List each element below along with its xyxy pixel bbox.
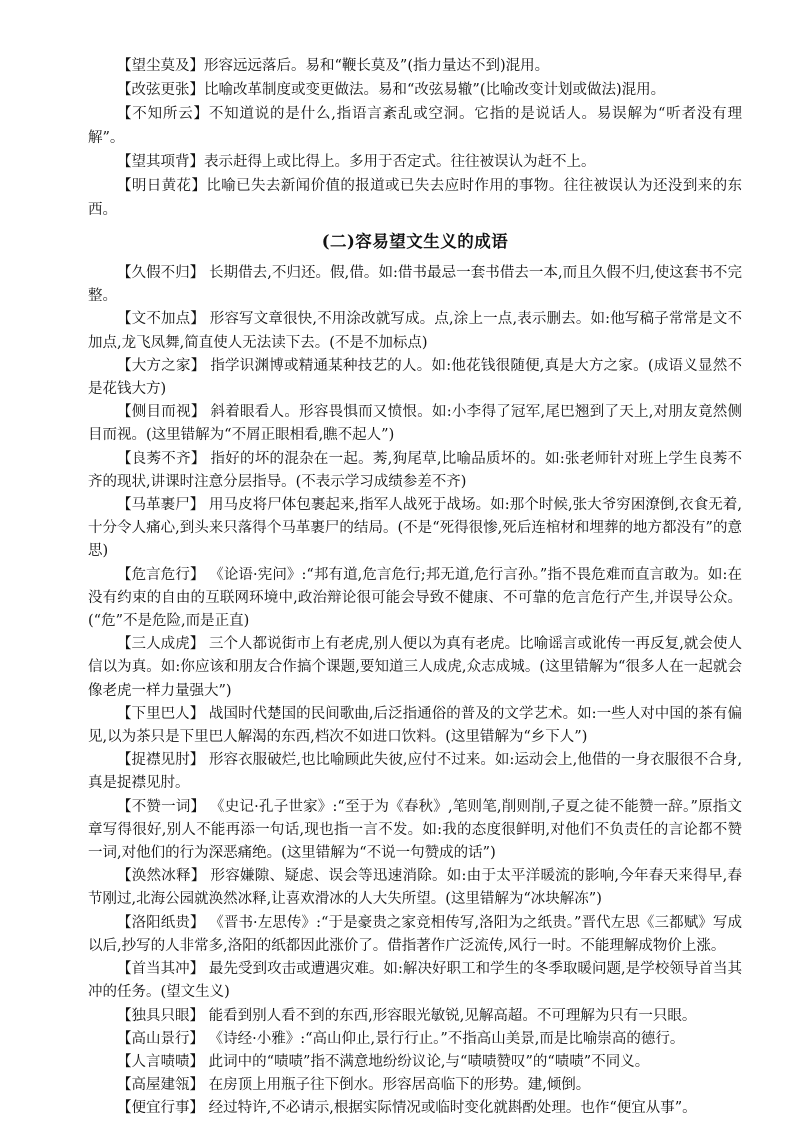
idiom-list-section-1 — [88, 54, 742, 222]
idiom-entry: 【三人成虎】 三个人都说街市上有老虎,别人便以为真有老虎。比喻谣言或讹传一再反复,就会使人信以为真。如:你应该和朋友合作搞个课题,要知道三人成虎,众志成城。(这里错解为“很多人在一起就会像老虎一样力量强大”) — [88, 636, 742, 699]
idiom-entry: 【明日黄花】比喻已失去新闻价值的报道或已失去应时作用的事物。往往被误认为还没到来的东西。 — [88, 178, 742, 218]
idiom-entry: 【下里巴人】 战国时代楚国的民间歌曲,后泛指通俗的普及的文学艺术。如:一些人对中国的茶有偏见,以为茶只是下里巴人解渴的东西,档次不如进口饮料。(这里错解为“乡下人”) — [88, 705, 742, 746]
idiom-entry: 【涣然冰释】 形容嫌隙、疑虑、误会等迅速消除。如:由于太平洋暖流的影响,今年春天来得早,春节刚过,北海公园就涣然冰释,让喜欢滑冰的人大失所望。(这里错解为“冰块解冻”) — [88, 868, 742, 908]
idiom-entry: 【大方之家】 指学识渊博或精通某种技艺的人。如:他花钱很随便,真是大方之家。(成语义显然不是花钱大方) — [88, 357, 742, 398]
idiom-entry: 【捉襟见肘】 形容衣服破烂,也比喻顾此失彼,应付不过来。如:运动会上,他借的一身衣服很不合身,真是捉襟见肘。 — [88, 752, 742, 792]
idiom-entry: 【洛阳纸贵】 《晋书·左思传》:“于是豪贵之家竞相传写,洛阳为之纸贵。”晋代左思《三都赋》写成以后,抄写的人非常多,洛阳的纸都因此涨价了。借指著作广泛流传,风行一时。不能理解成物价上涨。 — [88, 914, 742, 954]
document-page — [88, 54, 742, 1121]
idiom-entry: 【望尘莫及】形容远远落后。易和“鞭长莫及”(指力量达不到)混用。 — [117, 58, 550, 74]
idiom-entry: 【人言啧啧】 此词中的“啧啧”指不满意地纷纷议论,与“啧啧赞叹”的“啧啧”不同义。 — [117, 1053, 650, 1070]
idiom-entry: 【不赞一词】 《史记·孔子世家》:“至于为《春秋》,笔则笔,削则削,子夏之徒不能赞一辞。”原指文章写得很好,别人不能再添一句话,现也指一言不发。如:我的态度很鲜明,对他们不负责任的言论都不赞一词,对他们的行为深恶痛绝。(这里错解为“不说一句赞成的话”) — [88, 798, 742, 862]
idiom-entry: 【高屋建瓴】 在房顶上用瓶子往下倒水。形容居高临下的形势。建,倾倒。 — [117, 1077, 591, 1094]
idiom-entry: 【首当其冲】 最先受到攻击或遭遇灾难。如:解决好职工和学生的冬季取暖问题,是学校领导首当其冲的任务。(望文生义) — [88, 961, 742, 1001]
idiom-entry: 【便宜行事】 经过特许,不必请示,根据实际情况或临时变化就斟酌处理。也作“便宜从事”。 — [117, 1100, 697, 1117]
idiom-entry: 【文不加点】 形容写文章很快,不用涂改就写成。点,涂上一点,表示删去。如:他写稿子常常是文不加点,龙飞凤舞,简直使人无法读下去。(不是不加标点) — [88, 311, 742, 351]
idiom-entry: 【高山景行】 《诗经·小雅》:“高山仰止,景行行止。”不指高山美景,而是比喻崇高的德行。 — [117, 1030, 685, 1047]
section-heading: (二)容易望文生义的成语 — [321, 232, 509, 251]
idiom-entry: 【改弦更张】比喻改革制度或变更做法。易和“改弦易辙”(比喻改变计划或做法)混用。 — [117, 82, 666, 98]
idiom-entry: 【良莠不齐】 指好的坏的混杂在一起。莠,狗尾草,比喻品质坏的。如:张老师针对班上学生良莠不齐的现状,讲课时注意分层指导。(不表示学习成绩参差不齐) — [88, 450, 742, 490]
idiom-entry: 【望其项背】表示赶得上或比得上。多用于否定式。往往被误认为赶不上。 — [117, 154, 596, 170]
idiom-entry: 【不知所云】不知道说的是什么,指语言紊乱或空洞。它指的是说话人。易误解为“听者没有理解”。 — [88, 106, 742, 146]
idiom-entry: 【危言危行】 《论语·宪问》:“邦有道,危言危行;邦无道,危行言孙。”指不畏危难而直言敢为。如:在没有约束的自由的互联网环境中,政治辩论很可能会导致不健康、不可靠的危言危行产生,并误导公众。(“危”不是危险,而是正直) — [88, 566, 742, 630]
idiom-entry: 【独具只眼】 能看到别人看不到的东西,形容眼光敏锐,见解高超。不可理解为只有一只眼。 — [117, 1007, 697, 1024]
idiom-list-section-2 — [88, 262, 742, 1121]
idiom-entry: 【久假不归】 长期借去,不归还。假,借。如:借书最忌一套书借去一本,而且久假不归,使这套书不完整。 — [88, 265, 742, 305]
idiom-entry: 【马革裹尸】 用马皮将尸体包裹起来,指军人战死于战场。如:那个时候,张大爷穷困潦倒,衣食无着,十分令人痛心,到头来只落得个马革裹尸的结局。(不是“死得很惨,死后连棺材和埋葬的地方都没有”的意思) — [88, 497, 742, 560]
idiom-entry: 【侧目而视】 斜着眼看人。形容畏惧而又愤恨。如:小李得了冠军,尾巴翘到了天上,对朋友竟然侧目而视。(这里错解为“不屑正眼相看,瞧不起人”) — [88, 404, 742, 444]
